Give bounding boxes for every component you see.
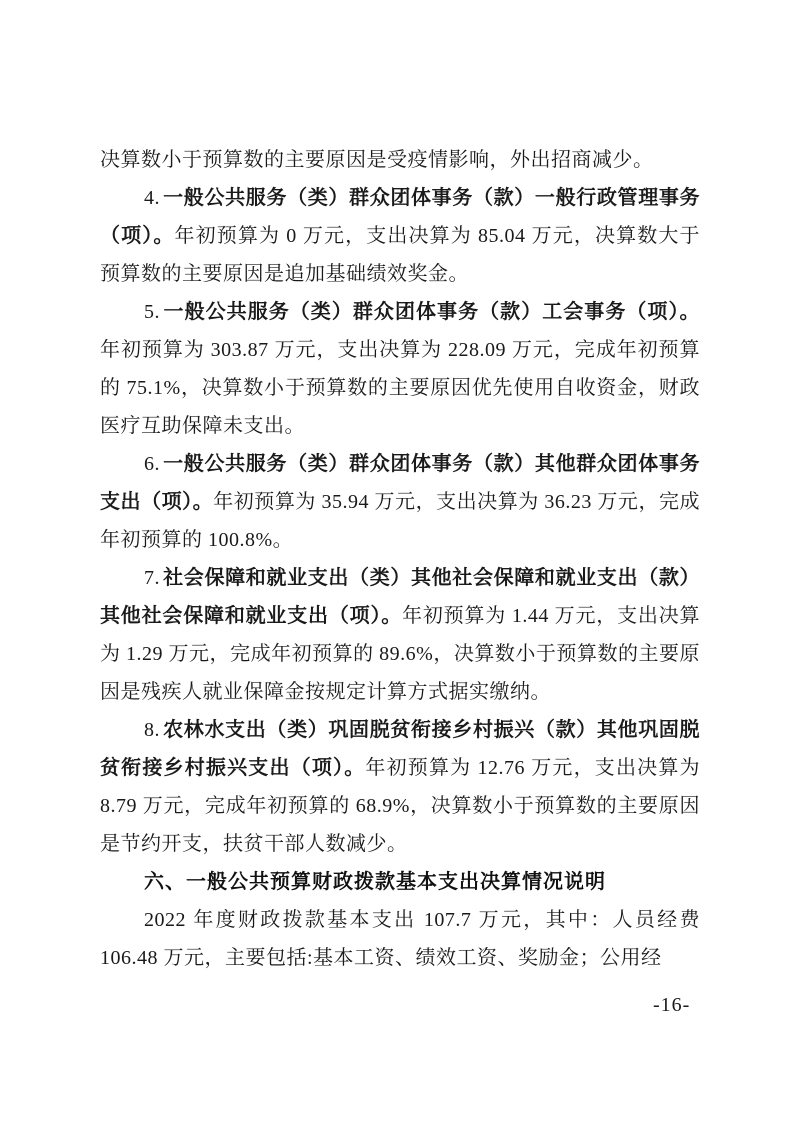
- item-title: 社会保障和就业支出（类）其他社会保障和就业支出（款）其他社会保障和就业支出（项）。: [100, 567, 700, 627]
- budget-item-8: [100, 711, 700, 863]
- paragraph-continuation: [100, 141, 700, 179]
- budget-item-7: [100, 559, 700, 711]
- item-number: 4.: [144, 187, 160, 209]
- section-heading: 六、一般公共预算财政拨款基本支出决算情况说明: [144, 871, 606, 893]
- item-detail: 年初预算为 35.94 万元，支出决算为 36.23 万元，完成年初预算的 100.8%。: [100, 491, 701, 551]
- closing-paragraph-text: 2022 年度财政拨款基本支出 107.7 万元，其中：人员经费 106.48 万元，主要包括:基本工资、绩效工资、奖励金；公用经: [100, 909, 700, 969]
- item-detail: 年初预算为 1.44 万元，支出决算为 1.29 万元，完成年初预算的 89.6%，决算数小于预算数的主要原因是残疾人就业保障金按规定计算方式据实缴纳。: [100, 605, 701, 703]
- budget-item-5: [100, 293, 700, 445]
- page-number: -16-: [653, 994, 691, 1016]
- budget-item-4: [100, 179, 700, 293]
- item-title: 一般公共服务（类）群众团体事务（款）工会事务（项）。: [163, 301, 700, 323]
- item-detail: 年初预算为 12.76 万元，支出决算为 8.79 万元，完成年初预算的 68.9%，决算数小于预算数的主要原因是节约开支，扶贫干部人数减少。: [100, 757, 701, 855]
- document-body: [100, 141, 700, 977]
- closing-paragraph: [100, 901, 700, 977]
- item-title: 一般公共服务（类）群众团体事务（款）其他群众团体事务支出（项）。: [100, 453, 700, 513]
- item-title: 农林水支出（类）巩固脱贫衔接乡村振兴（款）其他巩固脱贫衔接乡村振兴支出（项）。: [100, 719, 700, 779]
- paragraph-continuation-text: 决算数小于预算数的主要原因是受疫情影响，外出招商减少。: [100, 149, 654, 171]
- item-number: 8.: [144, 719, 160, 741]
- item-detail: 年初预算为 0 万元，支出决算为 85.04 万元，决算数大于预算数的主要原因是追加基础绩效奖金。: [100, 225, 700, 285]
- budget-item-6: [100, 445, 700, 559]
- item-number: 5.: [144, 301, 160, 323]
- item-number: 6.: [144, 453, 160, 475]
- item-title: 一般公共服务（类）群众团体事务（款）一般行政管理事务（项）。: [100, 187, 700, 247]
- item-number: 7.: [144, 567, 160, 589]
- item-detail: 年初预算为 303.87 万元，支出决算为 228.09 万元，完成年初预算的 75.1%，决算数小于预算数的主要原因优先使用自收资金，财政医疗互助保障未支出。: [100, 339, 700, 437]
